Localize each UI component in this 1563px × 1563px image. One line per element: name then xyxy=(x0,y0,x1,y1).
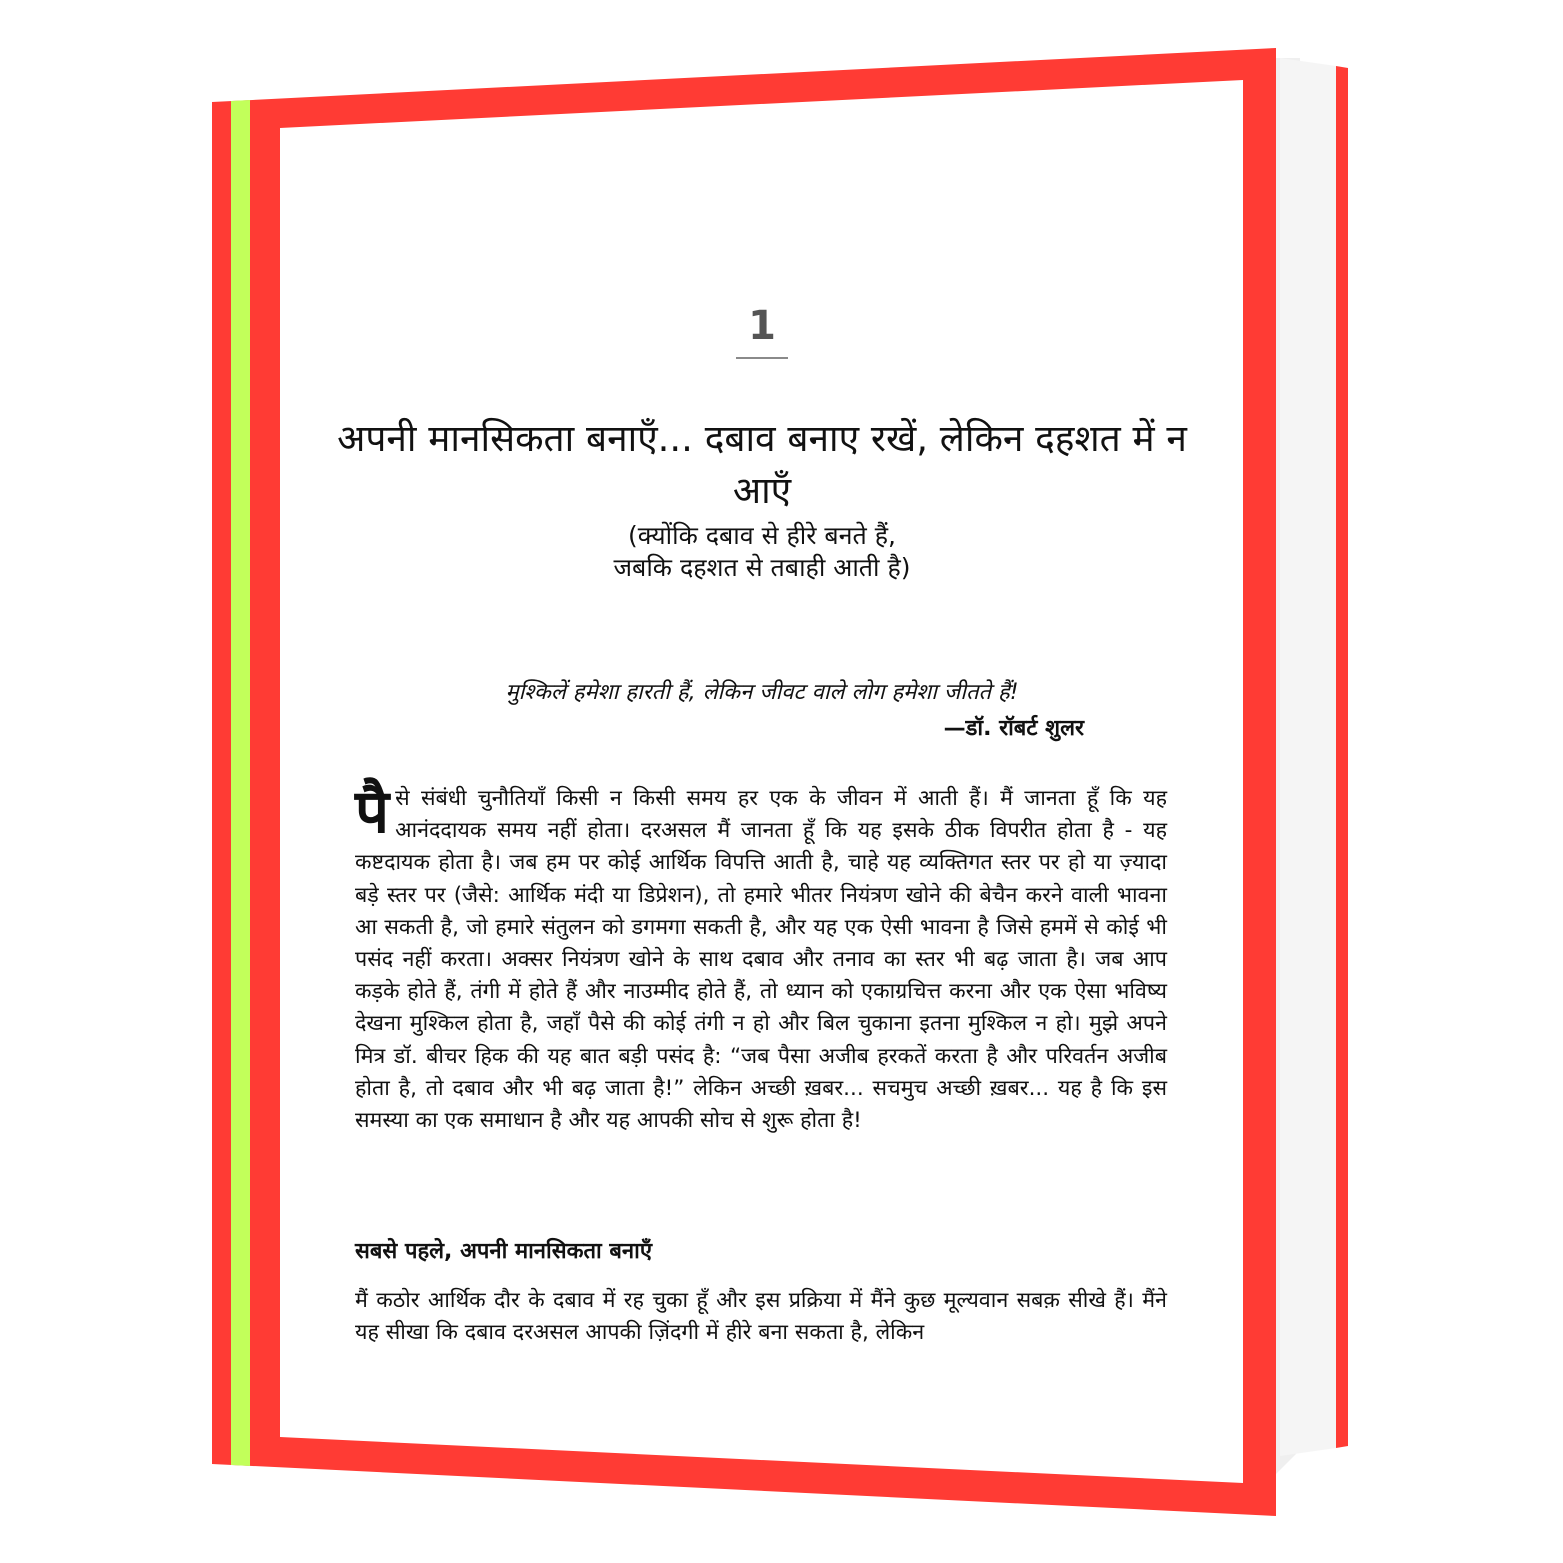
chapter-subtitle-line-2: जबकि दहशत से तबाही आती है) xyxy=(613,553,911,582)
spine-stripe xyxy=(231,100,250,1466)
chapter-number: 1 xyxy=(748,303,776,349)
section-heading: सबसे पहले, अपनी मानसिकता बनाएँ xyxy=(355,1239,653,1264)
chapter-subtitle xyxy=(322,520,1202,584)
epigraph-author: —डॉ. रॉबर्ट शुलर xyxy=(943,716,1084,741)
chapter-title: अपनी मानसिकता बनाएँ... दबाव बनाए रखें, लेकिन दहशत में न आएँ xyxy=(337,417,1187,512)
chapter-rule xyxy=(736,357,788,359)
page-block-shadow xyxy=(1280,58,1336,1456)
epigraph-quote: मुश्किलें हमेशा हारती हैं, लेकिन जीवट वाले लोग हमेशा जीतते हैं! xyxy=(505,680,1019,705)
body-paragraph-1 xyxy=(355,777,1167,1137)
chapter-subtitle-line-1: (क्योंकि दबाव से हीरे बनते हैं, xyxy=(628,521,896,550)
drop-cap: पै xyxy=(355,777,390,847)
book-page xyxy=(282,128,1242,1473)
paragraph-1-text: से संबंधी चुनौतियाँ किसी न किसी समय हर एक के जीवन में आती हैं। मैं जानता हूँ कि यह आनंददायक समय नहीं होता। दरअसल मैं जानता हूँ कि यह इसके ठीक विपरीत होता है - यह कष्टदायक होता है। जब हम पर कोई आर्थिक विपत्ति आती है, चाहे यह व्यक्तिगत स्तर पर हो या ज़्यादा बड़े स्तर पर (जैसे: आर्थिक मंदी या डिप्रेशन), तो हमारे भीतर नियंत्रण खोने की बेचैन करने वाली भावना आ सकती है, जो हमारे संतुलन को डगमगा सकती है, और यह एक ऐसी भावना है जिसे हममें से कोई भी पसंद नहीं करता। अक्सर नियंत्रण खोने के साथ दबाव और तनाव का स्तर भी बढ़ जाता है। जब आप कड़के होते हैं, तंगी में होते हैं और नाउम्मीद होते हैं, तो ध्यान को एकाग्रचित्त करना और एक ऐसा भविष्य देखना मुश्किल होता है, जहाँ पैसे की कोई तंगी न हो और बिल चुकाना इतना मुश्किल न हो। मुझे अपने मित्र डॉ. बीचर हिक की यह बात बड़ी पसंद है: “जब पैसा अजीब हरकतें करता है और परिवर्तन अजीब होता है, तो दबाव और भी बढ़ जाता है!” लेकिन अच्छी ख़बर... सचमुच अच्छी ख़बर... यह है कि इस समस्या का एक समाधान है और यह आपकी सोच से शुरू होता है! xyxy=(355,786,1167,1134)
body-paragraph-2: मैं कठोर आर्थिक दौर के दबाव में रह चुका हूँ और इस प्रक्रिया में मैंने कुछ मूल्यवान सबक़ सीखे हैं। मैंने यह सीखा कि दबाव दरअसल आपकी ज़िंदगी में हीरे बना सकता है, लेकिन xyxy=(355,1288,1167,1346)
back-cover-edge xyxy=(1336,66,1348,1448)
